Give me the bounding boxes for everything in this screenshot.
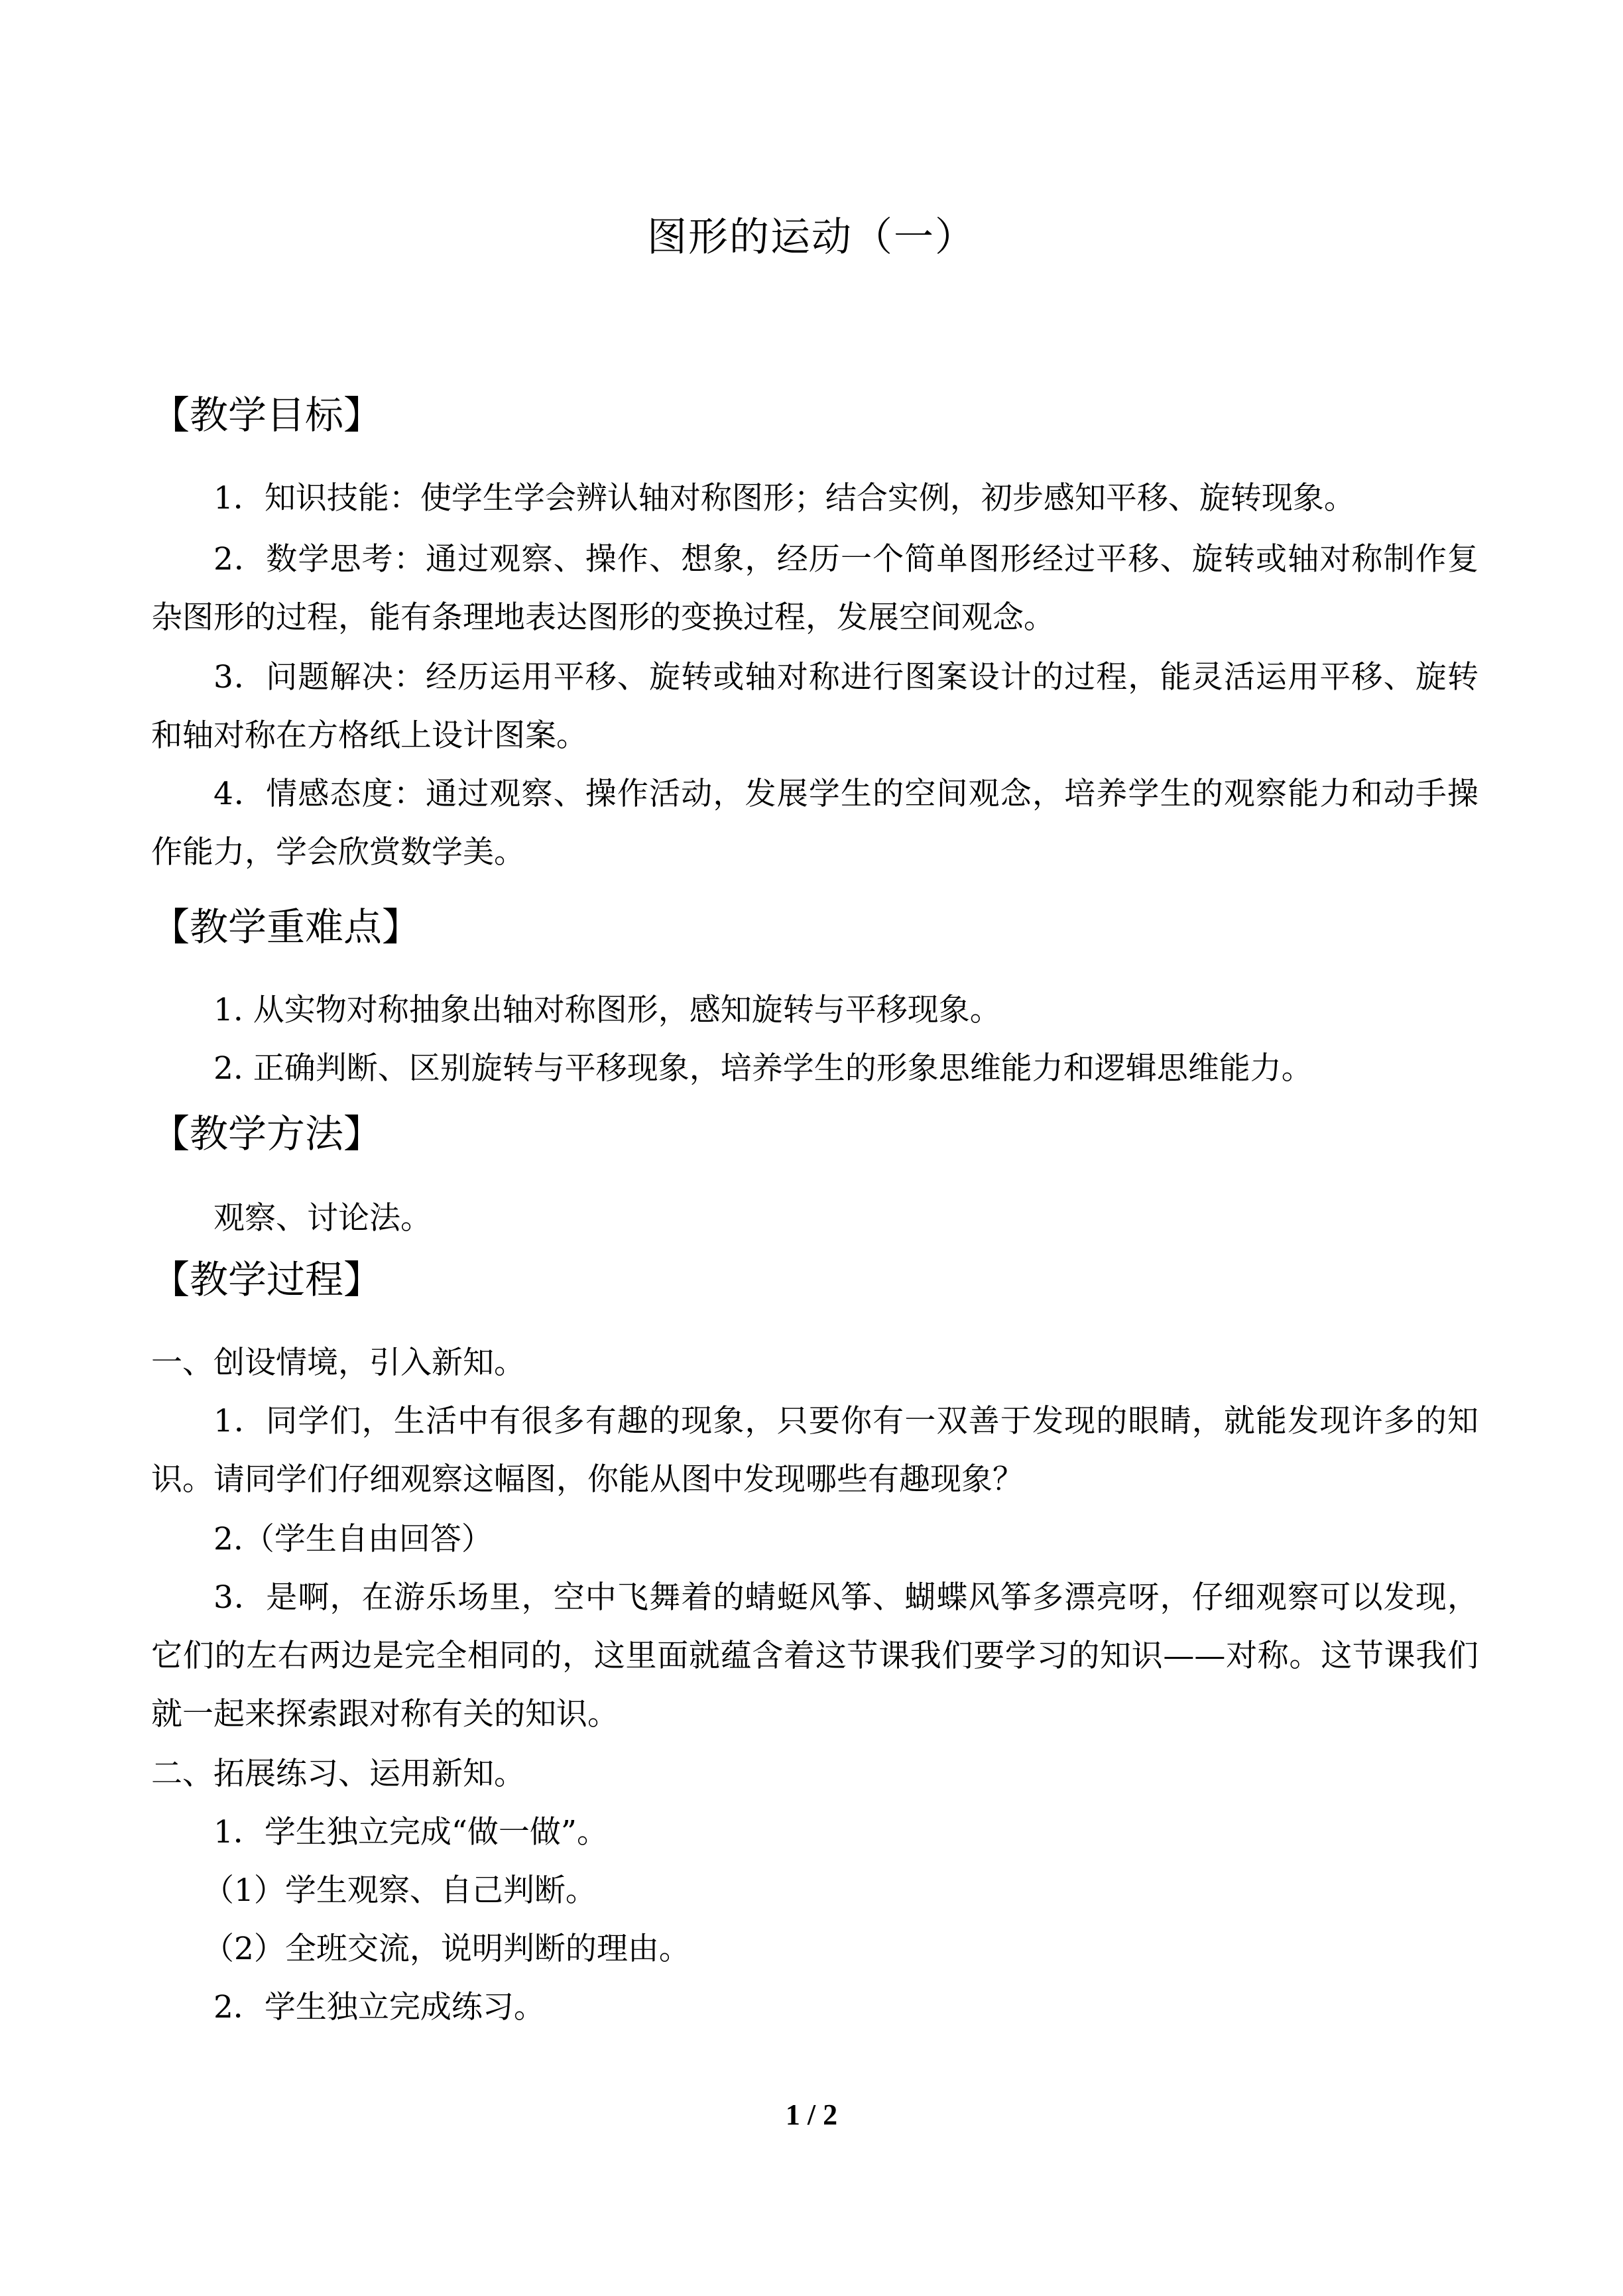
methods-text: 观察、讨论法。: [213, 1200, 432, 1237]
page-title: 图形的运动（一）: [647, 214, 976, 261]
process-part1-item-1: 1．同学们，生活中有很多有趣的现象，只要你有一双善于发现的眼睛，就能发现许多的知识。请同学们仔细观察这幅图，你能从图中发现哪些有趣现象？: [151, 1403, 1478, 1498]
process-part2-item-4: 2．学生独立完成练习。: [213, 1989, 545, 2025]
section-heading-key-points: 【教学重难点】: [151, 904, 421, 949]
process-part1-title: 一、创设情境，引入新知。: [151, 1345, 525, 1381]
key-point-item-2: 2. 正确判断、区别旋转与平移现象，培养学生的形象思维能力和逻辑思维能力。: [213, 1050, 1313, 1087]
process-part2-title: 二、拓展练习、运用新知。: [151, 1756, 525, 1792]
process-part2-item-1: 1．学生独立完成“做一做”。: [213, 1814, 608, 1850]
process-part1-item-3: 3．是啊，在游乐场里，空中飞舞着的蜻蜓风筝、蝴蝶风筝多漂亮呀，仔细观察可以发现，它们的左右两边是完全相同的，这里面就蕴含着这节课我们要学习的知识——对称。这节课我们就一起来探索跟对称有关的知识。: [151, 1579, 1478, 1732]
section-heading-process: 【教学过程】: [151, 1257, 383, 1302]
process-part1-item-2: 2.（学生自由回答）: [213, 1521, 493, 1557]
process-part2-item-3: （2）全班交流，说明判断的理由。: [203, 1931, 690, 1967]
section-heading-objectives: 【教学目标】: [151, 393, 383, 438]
objective-item-2: 2．数学思考：通过观察、操作、想象，经历一个简单图形经过平移、旋转或轴对称制作复杂图形的过程，能有条理地表达图形的变换过程，发展空间观念。: [151, 541, 1478, 636]
page-number: 1 / 2: [785, 2098, 838, 2131]
section-heading-methods: 【教学方法】: [151, 1111, 383, 1156]
objective-item-4: 4．情感态度：通过观察、操作活动，发展学生的空间观念，培养学生的观察能力和动手操作能力，学会欣赏数学美。: [151, 776, 1478, 871]
key-point-item-1: 1. 从实物对称抽象出轴对称图形，感知旋转与平移现象。: [213, 992, 1001, 1028]
objective-item-3: 3．问题解决：经历运用平移、旋转或轴对称进行图案设计的过程，能灵活运用平移、旋转和轴对称在方格纸上设计图案。: [151, 659, 1478, 754]
process-part2-item-2: （1）学生观察、自己判断。: [203, 1872, 597, 1909]
objective-item-1: 1．知识技能：使学生学会辨认轴对称图形；结合实例，初步感知平移、旋转现象。: [213, 480, 1355, 516]
